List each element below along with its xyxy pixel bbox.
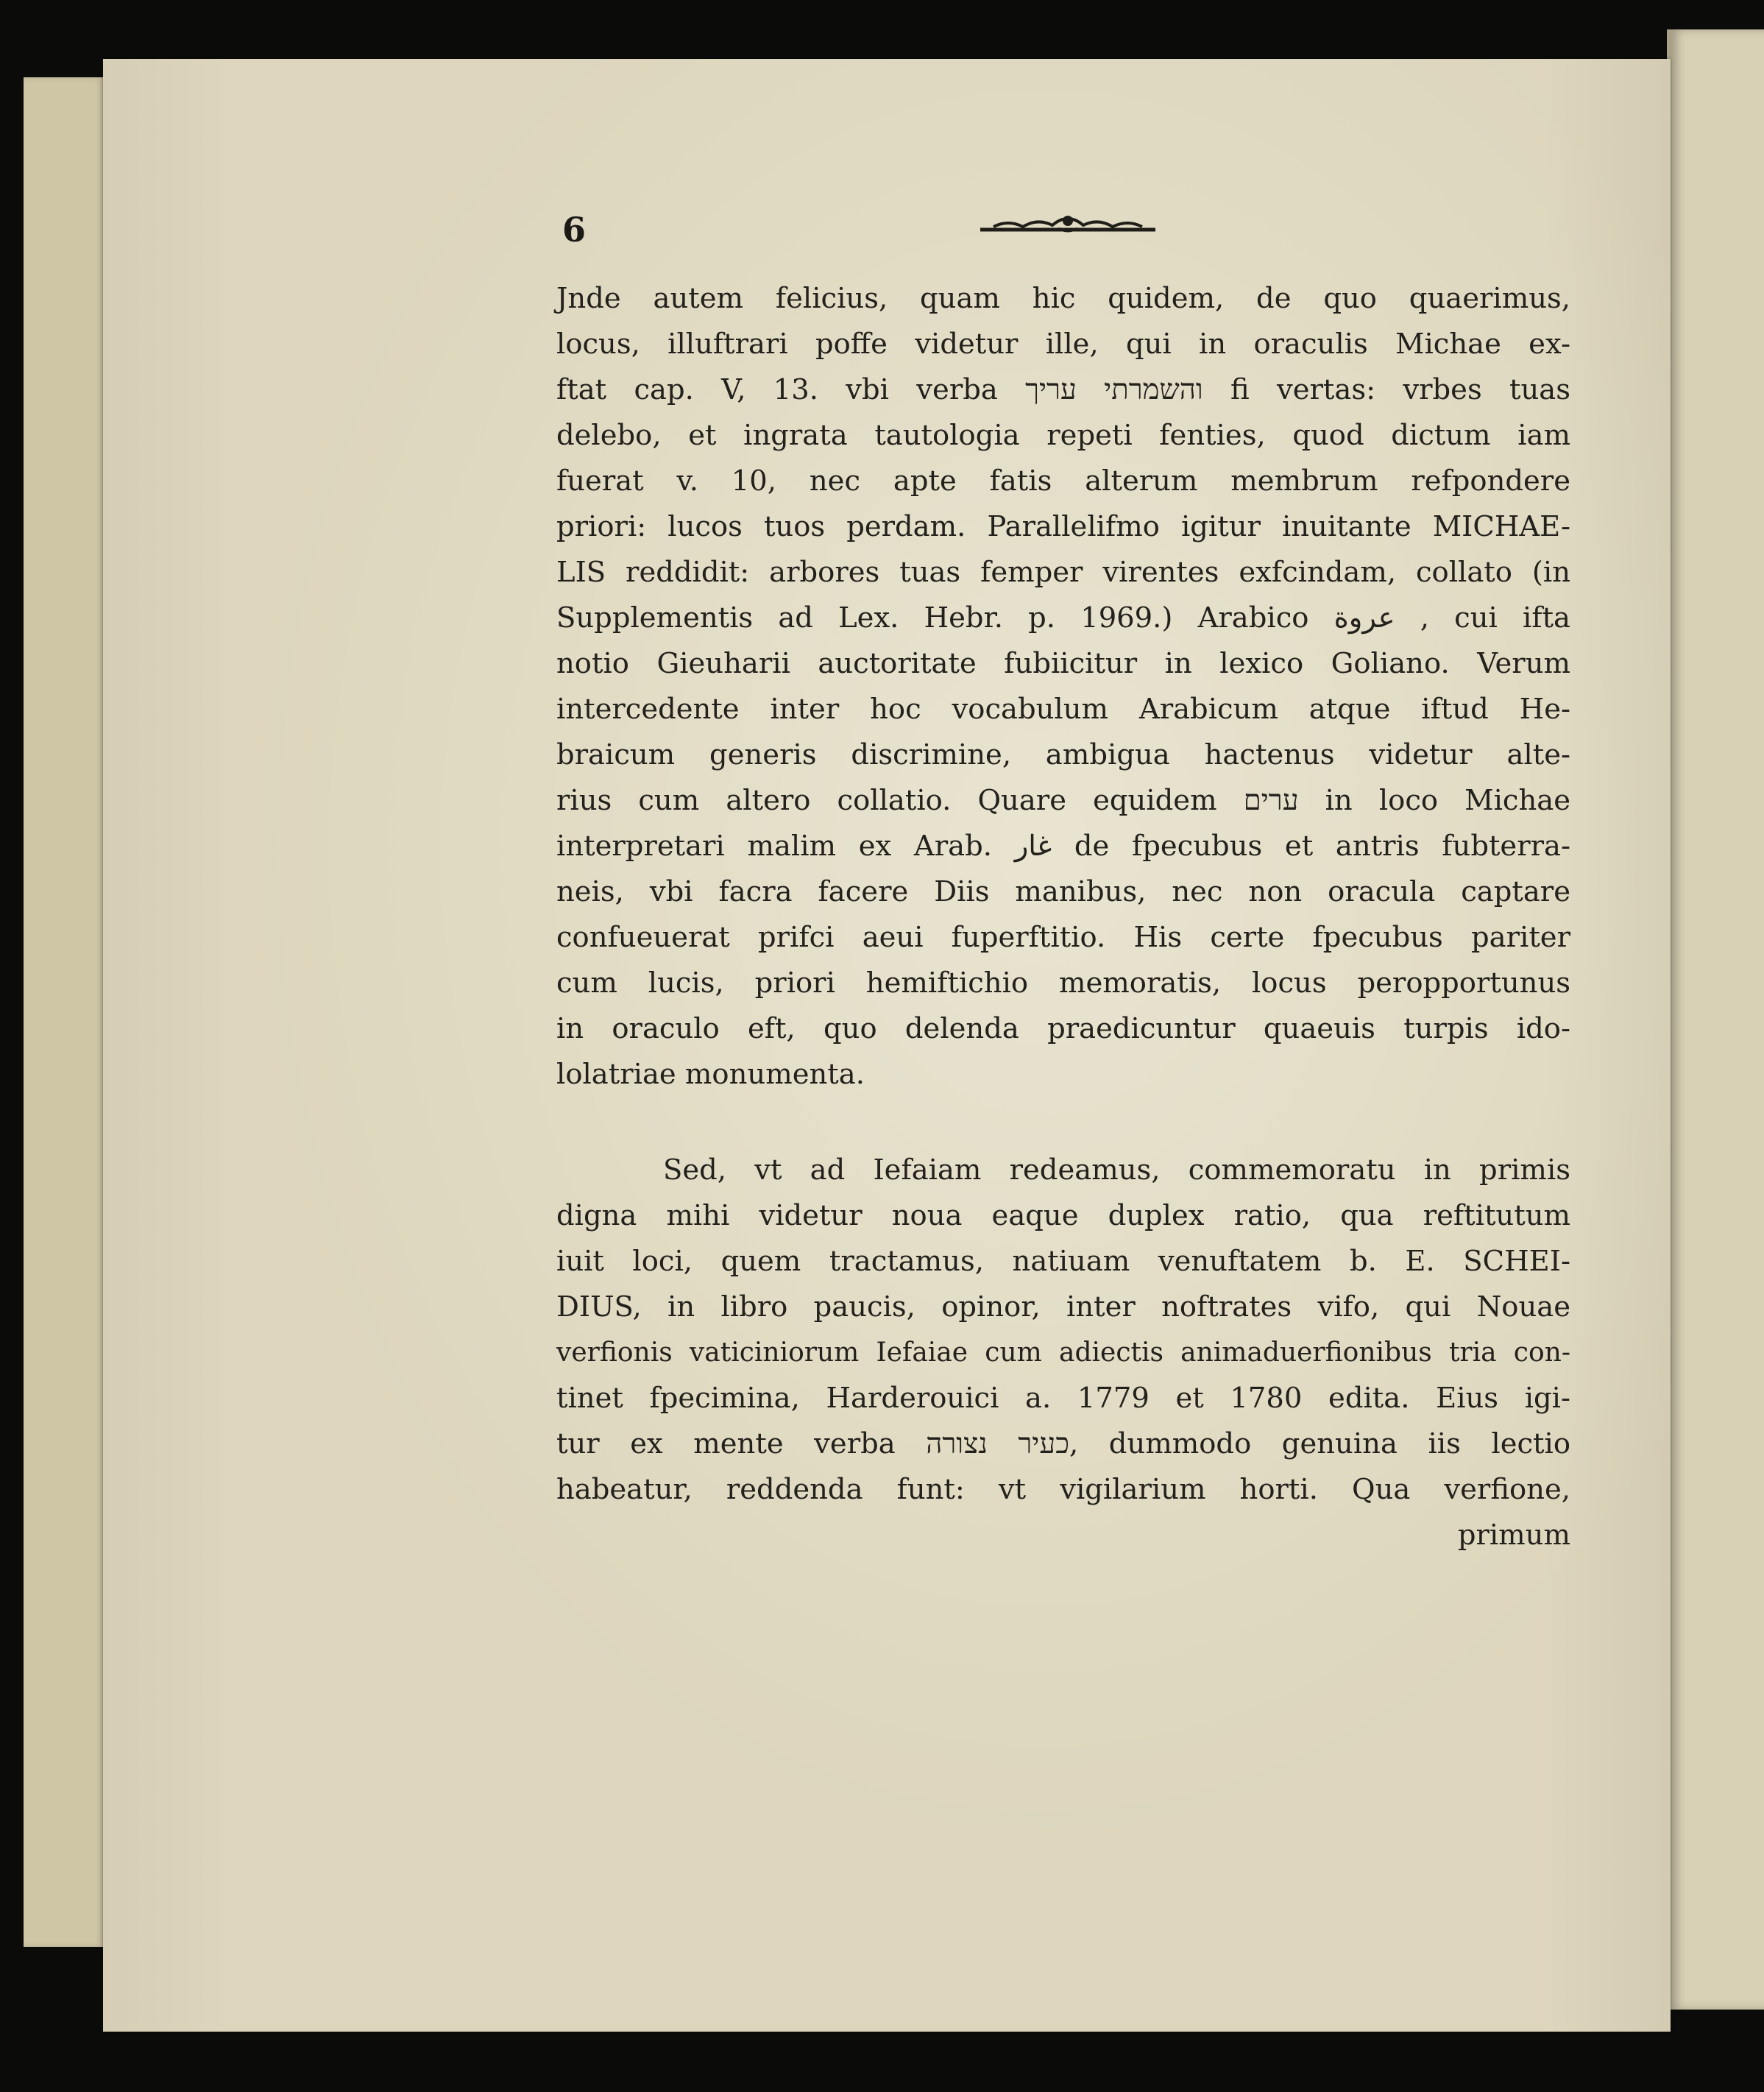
main-text — [556, 276, 1570, 1558]
text-line: ftat cap. V, 13. vbi verba והשמרתי עריך fi vertas: vrbes tuas — [556, 373, 1570, 406]
header-ornament — [979, 212, 1157, 236]
facing-page-edge — [1667, 29, 1764, 2010]
text-line: cum lucis, priori hemiftichio memoratis, locus peropportunus — [556, 967, 1570, 1000]
text-line: priori: lucos tuos perdam. Parallelifmo igitur inuitante MICHAE- — [556, 510, 1570, 543]
text-line: digna mihi videtur noua eaque duplex ratio, qua reftitutum — [556, 1199, 1570, 1232]
text-line: Sed, vt ad Iefaiam redeamus, commemoratu in primis — [663, 1153, 1570, 1187]
text-line: tur ex mente verba כעיר נצורה, dummodo genuina iis lectio — [556, 1427, 1570, 1460]
text-line: delebo, et ingrata tautologia repeti fenties, quod dictum iam — [556, 419, 1570, 452]
text-line: DIUS, in libro paucis, opinor, inter noftrates vifo, qui Nouae — [556, 1290, 1570, 1324]
text-line: in oraculo eft, quo delenda praedicuntur quaeuis turpis ido- — [556, 1012, 1570, 1045]
text-line: iuit loci, quem tractamus, natiuam venuftatem b. E. SCHEI- — [556, 1245, 1570, 1278]
paragraph-1 — [556, 276, 1570, 1098]
catchword: primum — [1457, 1519, 1570, 1552]
text-line: Supplementis ad Lex. Hebr. p. 1969.) Arabico عروة , cui ifta — [556, 601, 1570, 635]
text-line: neis, vbi facra facere Diis manibus, nec non oracula captare — [556, 875, 1570, 908]
text-line: Jnde autem felicius, quam hic quidem, de quo quaerimus, — [556, 282, 1570, 315]
text-line: braicum generis discrimine, ambigua hactenus videtur alte- — [556, 738, 1570, 771]
text-line: habeatur, reddenda funt: vt vigilarium horti. Qua verfione, — [556, 1473, 1570, 1506]
page-number: 6 — [562, 210, 587, 250]
paragraph-2 — [556, 1148, 1570, 1513]
text-line: tinet fpecimina, Harderouici a. 1779 et 1780 edita. Eius igi- — [556, 1382, 1570, 1415]
text-line: interpretari malim ex Arab. غار de fpecubus et antris fubterra- — [556, 830, 1570, 863]
text-line: intercedente inter hoc vocabulum Arabicum atque iftud He- — [556, 693, 1570, 726]
text-line: rius cum altero collatio. Quare equidem ערים in loco Michae — [556, 784, 1570, 817]
text-line: LIS reddidit: arbores tuas femper virentes exfcindam, collato (in — [556, 556, 1570, 589]
paragraph-gap — [556, 1098, 1570, 1148]
text-line: lolatriae monumenta. — [556, 1058, 865, 1091]
text-line: notio Gieuharii auctoritate fubiicitur in lexico Goliano. Verum — [556, 647, 1570, 680]
text-line: verfionis vaticiniorum Iefaiae cum adiectis animaduerfionibus tria con- — [556, 1337, 1570, 1368]
text-line: confueuerat prifci aeui fuperftitio. His certe fpecubus pariter — [556, 921, 1570, 954]
page-edge — [24, 77, 107, 1947]
text-line: locus, illuftrari poffe videtur ille, qui in oraculis Michae ex- — [556, 328, 1570, 361]
text-line: fuerat v. 10, nec apte fatis alterum membrum refpondere — [556, 464, 1570, 498]
